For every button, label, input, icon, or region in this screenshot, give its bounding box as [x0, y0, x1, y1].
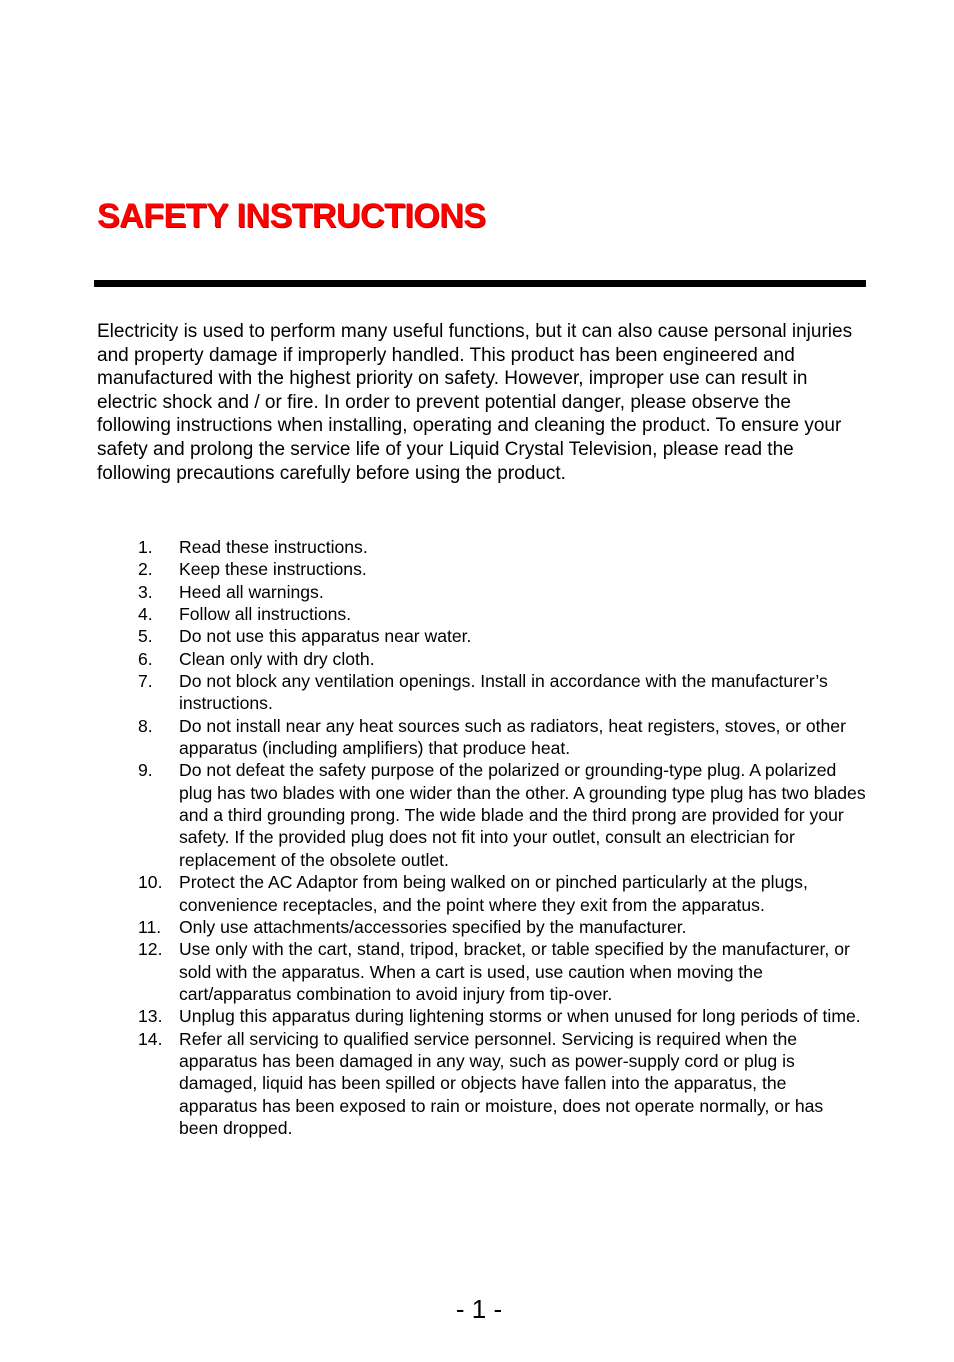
item-number: 7.	[138, 671, 153, 692]
item-text: Keep these instructions.	[179, 559, 367, 580]
item-number: 10.	[138, 872, 163, 893]
page-title: SAFETY INSTRUCTIONS	[97, 197, 486, 235]
list-item	[97, 871, 867, 916]
item-number: 1.	[138, 537, 153, 557]
list-item	[97, 715, 867, 760]
item-number: 9.	[138, 760, 153, 781]
item-number: 14.	[138, 1028, 163, 1049]
item-text: Read these instructions.	[179, 537, 368, 557]
list-item	[97, 536, 867, 558]
item-text: Do not install near any heat sources such as radiators, heat registers, stoves, or other apparatus (including amplifiers) that produce heat.	[179, 715, 846, 759]
item-number: 8.	[138, 715, 153, 736]
list-item	[97, 1028, 867, 1140]
list-item	[97, 603, 867, 625]
item-number: 11.	[138, 916, 162, 937]
list-item	[97, 938, 867, 1005]
list-item	[97, 558, 867, 580]
page-number: - 1 -	[455, 1294, 503, 1324]
item-number: 2.	[138, 559, 153, 580]
item-number: 5.	[138, 626, 153, 647]
list-item	[97, 1005, 867, 1027]
item-text: Only use attachments/accessories specified by the manufacturer.	[179, 916, 687, 937]
item-text: Follow all instructions.	[179, 604, 352, 625]
item-number: 12.	[138, 939, 163, 960]
item-text: Use only with the cart, stand, tripod, bracket, or table specified by the manufacturer, or sold with the apparatus. When a cart is used, use caution when moving the cart/apparatus combination to avoid injury from tip-over.	[179, 939, 850, 1004]
item-text: Clean only with dry cloth.	[179, 648, 375, 669]
item-text: Unplug this apparatus during lightening storms or when unused for long periods of time.	[179, 1006, 861, 1027]
list-item	[97, 916, 867, 938]
item-text: Do not use this apparatus near water.	[179, 626, 472, 647]
list-item	[97, 759, 867, 871]
list-item	[97, 625, 867, 647]
intro-paragraph: Electricity is used to perform many useful functions, but it can also cause personal injuries and property damage if improperly handled. This product has been engineered and manufactured with the highest priority on safety. However, improper use can result in electric shock and / or fire. In order to prevent potential danger, please observe the following instructions when installing, operating and cleaning the product. To ensure your safety and prolong the service life of your Liquid Crystal Television, please read the following precautions carefully before using the product.	[97, 321, 853, 484]
item-text: Refer all servicing to qualified service personnel. Servicing is required when the apparatus has been damaged in any way, such as power-supply cord or plug is damaged, liquid has been spilled or objects have fallen into the apparatus, the apparatus has been exposed to rain or moisture, does not operate normally, or has been dropped.	[179, 1028, 824, 1138]
item-number: 4.	[138, 604, 153, 625]
list-item	[97, 670, 867, 715]
item-text: Do not block any ventilation openings. Install in accordance with the manufacturer’s instructions.	[179, 671, 828, 714]
item-text: Protect the AC Adaptor from being walked on or pinched particularly at the plugs, convenience receptacles, and the point where they exit from the apparatus.	[179, 872, 808, 915]
item-number: 13.	[138, 1006, 163, 1027]
item-text: Do not defeat the safety purpose of the polarized or grounding-type plug. A polarized plug has two blades with one wider than the other. A grounding type plug has two blades and a third grounding prong. The wide blade and the third prong are provided for your safety. If the provided plug does not fit into your outlet, consult an electrician for replacement of the obsolete outlet.	[179, 760, 866, 870]
item-number: 3.	[138, 581, 153, 602]
instructions-list	[97, 536, 867, 1139]
list-item	[97, 581, 867, 603]
item-text: Heed all warnings.	[179, 581, 324, 602]
list-item	[97, 648, 867, 670]
item-number: 6.	[138, 648, 153, 669]
title-divider	[94, 280, 866, 287]
